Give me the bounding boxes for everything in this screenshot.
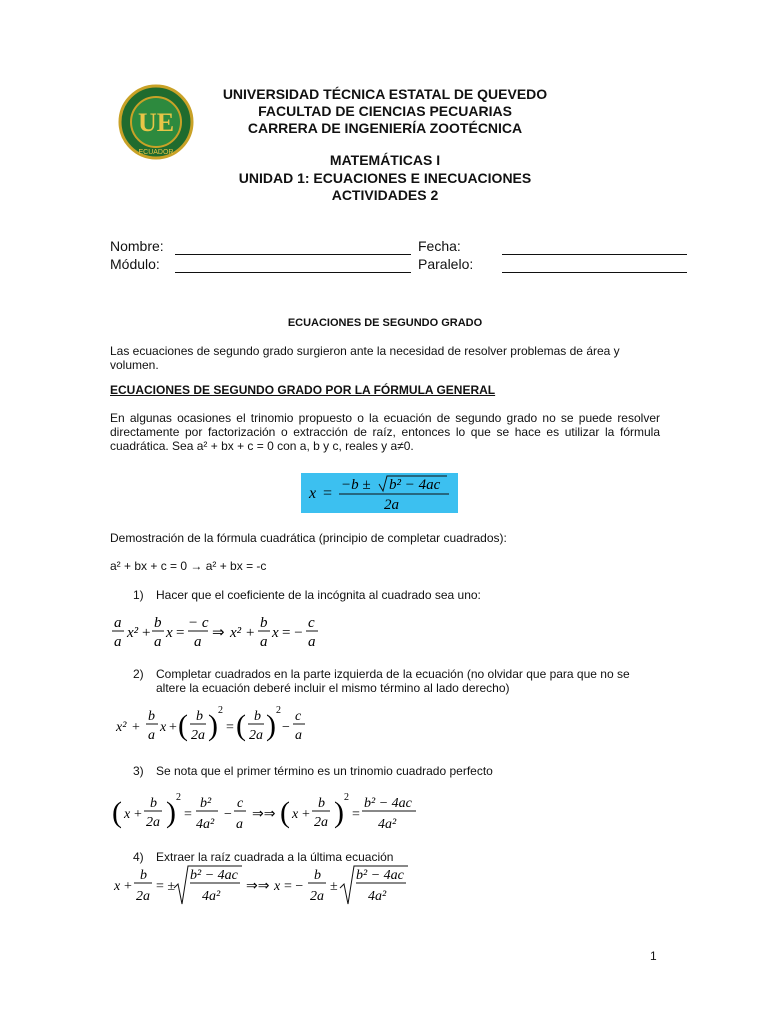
svg-text:⇒⇒: ⇒⇒ [252,807,276,822]
svg-text:=: = [226,720,234,735]
svg-text:c: c [295,709,302,724]
svg-text:+: + [169,720,177,735]
svg-text:x: x [124,807,131,822]
svg-text:x: x [272,625,279,641]
svg-text:x: x [114,879,121,894]
svg-text:a: a [148,728,155,743]
unit-title: UNIDAD 1: ECUACIONES E INECUACIONES [238,170,532,186]
svg-text:(: ( [112,796,122,829]
svg-text:2a: 2a [191,728,205,743]
svg-text:(: ( [280,796,290,829]
svg-text:a: a [194,634,202,650]
svg-text:x²: x² [230,625,242,641]
step-1-equation [110,612,330,652]
activity-title: ACTIVIDADES 2 [331,187,439,203]
svg-text:+: + [124,879,132,894]
svg-text:x: x [274,879,281,894]
svg-text:x: x [166,625,173,641]
parallel-field[interactable] [502,272,687,273]
svg-text:4a²: 4a² [196,817,215,832]
svg-text:(: ( [178,709,188,742]
svg-text:a: a [295,728,302,743]
module-field[interactable] [175,272,411,273]
svg-text:2: 2 [176,792,181,803]
svg-text:=: = [323,485,333,502]
section-title: ECUACIONES DE SEGUNDO GRADO [287,317,483,329]
svg-text:b: b [318,796,325,811]
svg-text:UE: UE [137,108,175,137]
svg-text:2a: 2a [384,497,399,513]
svg-text:2: 2 [276,705,281,716]
svg-text:⇒: ⇒ [212,625,225,641]
svg-text:2: 2 [344,792,349,803]
demo-title: Demostración de la fórmula cuadrática (principio de completar cuadrados): [110,531,507,545]
svg-text:): ) [334,796,344,829]
svg-text:ECUADOR: ECUADOR [138,149,174,156]
step-3-text: Se nota que el primer término es un trinomio cuadrado perfecto [156,764,493,778]
svg-text:b: b [140,868,147,883]
svg-text:= −: = − [282,625,303,641]
svg-text:b: b [150,796,157,811]
svg-text:b²: b² [200,796,212,811]
page-number: 1 [650,949,657,963]
step-2-number: 2) [133,667,144,681]
module-label: Módulo: [110,256,160,272]
svg-text:c: c [308,615,315,631]
svg-text:= ±: = ± [156,879,176,894]
step-2-equation [110,703,310,749]
name-label: Nombre: [110,238,164,254]
svg-text:a: a [154,634,162,650]
svg-text:2a: 2a [136,889,150,904]
parallel-label: Paralelo: [418,256,474,272]
svg-text:2a: 2a [314,815,328,830]
step-3-number: 3) [133,764,144,778]
faculty-title: FACULTAD DE CIENCIAS PECUARIAS [258,103,512,119]
step-2-text: Completar cuadrados en la parte izquierda de la ecuación (no olvidar que para que no se altere la ecuación deberé incluir el mismo término al lado derecho) [156,667,630,695]
svg-text:2: 2 [218,705,223,716]
svg-text:b: b [154,615,162,631]
svg-text:b² − 4ac: b² − 4ac [190,868,238,883]
svg-text:=: = [184,807,192,822]
step-3-equation [110,790,420,836]
svg-text:b² − 4ac: b² − 4ac [389,477,441,493]
svg-text:−: − [224,807,232,822]
svg-text:): ) [208,709,218,742]
svg-text:±: ± [330,879,338,894]
svg-text:=: = [352,807,360,822]
svg-text:a: a [260,634,268,650]
svg-text:b: b [260,615,268,631]
university-title: UNIVERSIDAD TÉCNICA ESTATAL DE QUEVEDO [222,86,548,102]
quadratic-formula [301,473,458,513]
name-field[interactable] [175,254,411,255]
svg-text:2a: 2a [310,889,324,904]
svg-text:(: ( [236,709,246,742]
svg-text:x: x [309,485,317,502]
svg-text:2a: 2a [146,815,160,830]
formula-paragraph: En algunas ocasiones el trinomio propuesto o la ecuación de segundo grado no se puede resolver directamente por factorización o extracción de raíz, entonces lo que se hace es utilizar la fórmula cuadrática. Sea a² + bx + c = 0 con a, b y c, reales y a≠0. [110,411,660,453]
svg-text:a: a [308,634,316,650]
svg-text:2a: 2a [249,728,263,743]
svg-text:a: a [114,615,122,631]
svg-text:): ) [266,709,276,742]
quadratic-formula-box [301,473,458,513]
date-field[interactable] [502,254,687,255]
date-label: Fecha: [418,238,461,254]
svg-text:+: + [142,625,151,641]
svg-text:c: c [237,796,244,811]
intro-paragraph: Las ecuaciones de segundo grado surgieron ante la necesidad de resolver problemas de área y volumen. [110,344,620,372]
svg-text:x²: x² [116,720,127,735]
svg-text:= −: = − [284,879,304,894]
svg-text:=: = [176,625,185,641]
svg-text:4a²: 4a² [378,817,397,832]
svg-text:4a²: 4a² [368,889,387,904]
svg-text:b² − 4ac: b² − 4ac [356,868,404,883]
svg-text:b: b [254,709,261,724]
step-1-text: Hacer que el coeficiente de la incógnita al cuadrado sea uno: [156,588,481,602]
svg-text:b: b [314,868,321,883]
svg-text:b: b [148,709,155,724]
svg-text:− c: − c [188,615,209,631]
svg-text:+: + [302,807,310,822]
step-1-number: 1) [133,588,144,602]
svg-text:x: x [160,720,167,735]
svg-text:+: + [134,807,142,822]
svg-text:4a²: 4a² [202,889,221,904]
svg-text:x²: x² [127,625,139,641]
svg-text:a: a [236,817,243,832]
svg-text:b² − 4ac: b² − 4ac [364,796,412,811]
svg-text:−b ±: −b ± [341,477,371,493]
step-4-number: 4) [133,850,144,864]
subsection-title: ECUACIONES DE SEGUNDO GRADO POR LA FÓRMULA GENERAL [110,383,496,397]
demo-equation: a² + bx + c = 0 → a² + bx = -c [110,559,267,573]
step-4-text: Extraer la raíz cuadrada a la última ecuación [156,850,394,864]
svg-text:+: + [132,720,140,735]
svg-text:−: − [282,720,290,735]
svg-text:): ) [166,796,176,829]
svg-text:a: a [114,634,122,650]
career-title: CARRERA DE INGENIERÍA ZOOTÉCNICA [247,120,523,136]
svg-text:x: x [292,807,299,822]
course-title: MATEMÁTICAS I [329,152,441,168]
svg-text:⇒⇒: ⇒⇒ [246,879,270,894]
svg-text:b: b [196,709,203,724]
svg-text:+: + [246,625,255,641]
step-4-equation [110,862,420,912]
